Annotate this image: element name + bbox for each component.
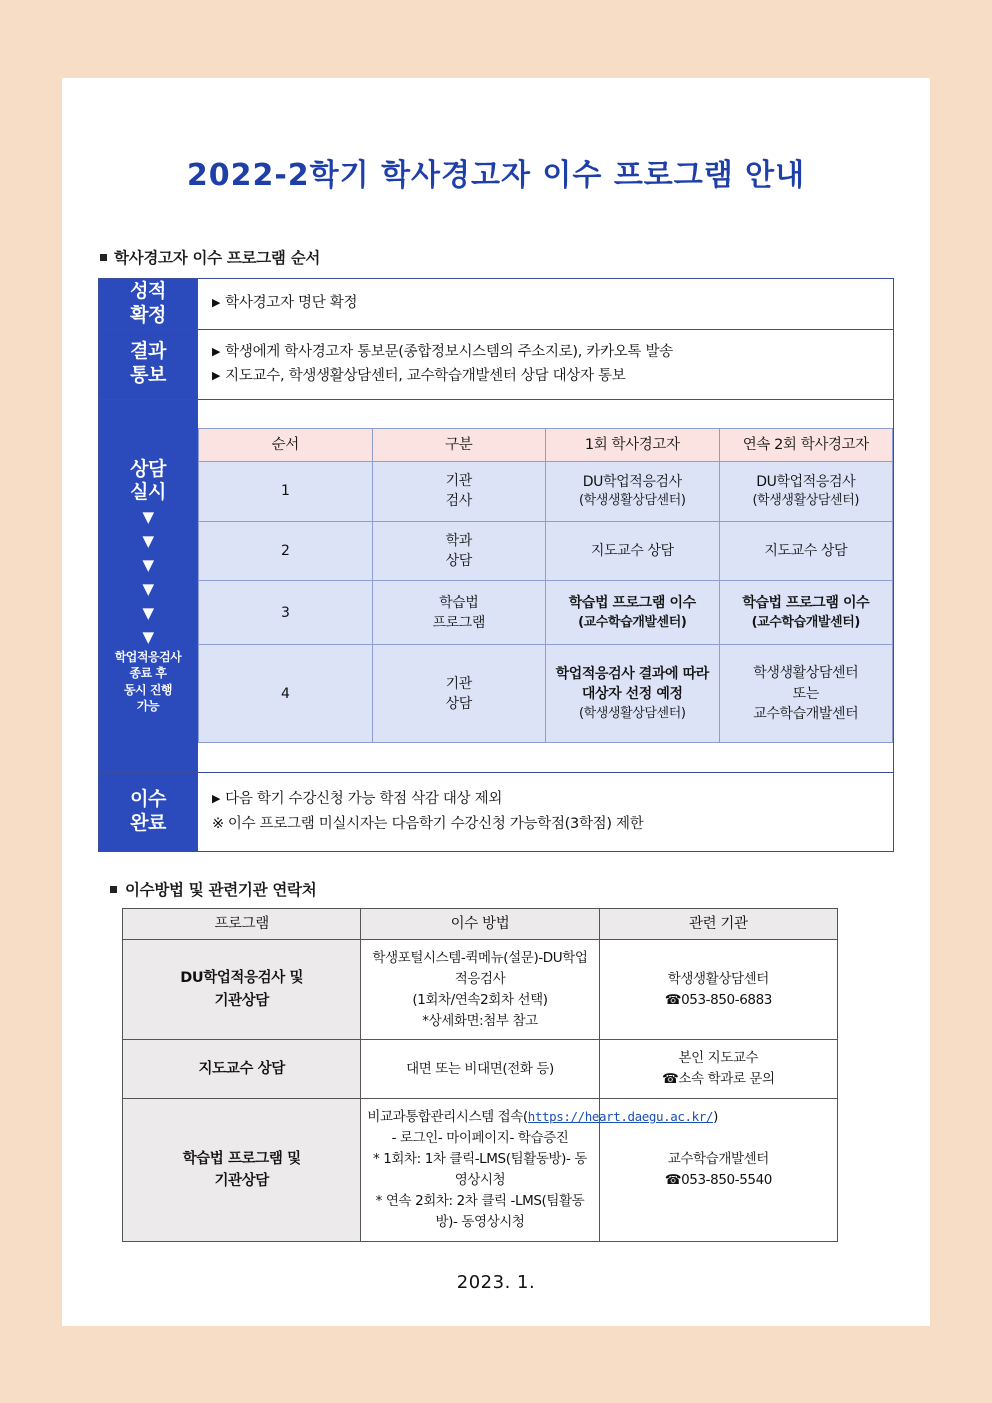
contact-header-org: 관련 기관 — [599, 908, 837, 939]
consult-row4-kind: 기관 상담 — [372, 645, 546, 743]
contact-row2-org-name: 본인 지도교수 — [678, 1050, 759, 1067]
contact-row1-program: DU학업적응검사 및 기관상담 — [123, 939, 361, 1040]
page-title: 2022-2학기 학사경고자 이수 프로그램 안내 — [186, 158, 806, 193]
flow-row-consult — [99, 399, 894, 772]
consult-row3-second — [719, 581, 893, 645]
consult-table-cell — [198, 399, 894, 772]
contact-row2-org-phone: ☎소속 학과로 문의 — [661, 1071, 775, 1088]
contact-row2-program: 지도교수 상담 — [123, 1040, 361, 1099]
consult-row1-first-main: DU학업적응검사 — [582, 473, 682, 490]
consult-row4-first-sub: (학생생활상담센터) — [578, 705, 686, 721]
contact-row3-program: 학습법 프로그램 및 기관상담 — [123, 1099, 361, 1242]
consult-row3-second-main: 학습법 프로그램 이수 — [742, 595, 870, 612]
contact-row3-org-phone: ☎053-850-5540 — [664, 1172, 772, 1189]
contact-row3-org-name: 교수학습개발센터 — [667, 1151, 769, 1168]
contact-header-method: 이수 방법 — [361, 908, 599, 939]
contact-row3-method-line2: - 로그인- 마이페이지- 학습증진 — [391, 1130, 569, 1147]
consult-row3-first-sub: (교수학습개발센터) — [578, 614, 687, 630]
consult-row2-kind: 학과 상담 — [372, 521, 546, 581]
consult-header-row — [199, 429, 893, 462]
grade-confirm-content — [198, 279, 894, 330]
contact-row3-method — [361, 1099, 714, 1242]
stage-complete: 이수 완료 — [99, 772, 198, 851]
consult-row1-kind: 기관 검사 — [372, 462, 546, 522]
document-page — [62, 78, 930, 1326]
consult-row3-index: 3 — [199, 581, 373, 645]
triangle-bullet-icon: ▶ — [212, 296, 221, 310]
result-notice-text-1: 학생에게 학사경고자 통보문(종합정보시스템의 주소지로), 카카오톡 발송 — [225, 343, 673, 360]
consult-row4-second-line3: 교수학습개발센터 — [753, 706, 859, 723]
program-flow-table — [98, 278, 894, 852]
square-bullet-icon — [110, 886, 117, 893]
consult-row3-first — [546, 581, 720, 645]
consult-row3-second-sub: (교수학습개발센터) — [751, 614, 860, 630]
contact-row2-method: 대면 또는 비대면(전화 등) — [361, 1040, 599, 1099]
complete-line-2 — [212, 812, 893, 837]
complete-line-1 — [212, 787, 893, 812]
heart-system-link[interactable]: https://heart.daegu.ac.kr/ — [527, 1109, 714, 1125]
section-heading-program-order — [100, 246, 930, 268]
consult-row4-second — [719, 645, 893, 743]
reference-mark-icon: ※ — [212, 815, 224, 832]
consult-row2-second: 지도교수 상담 — [719, 521, 893, 581]
consult-row4-first — [546, 645, 720, 743]
consult-row1-first — [546, 462, 720, 522]
table-row — [199, 581, 893, 645]
document-date: 2023. 1. — [456, 1271, 536, 1293]
contact-row3-method-line1: 비교과통합관리시스템 접속(https://heart.daegu.ac.kr/ — [367, 1109, 714, 1126]
table-row — [123, 1099, 838, 1242]
section2-heading-text: 이수방법 및 관련기관 연락처 — [125, 880, 317, 899]
result-notice-content — [198, 329, 894, 399]
consult-row1-first-sub: (학생생활상담센터) — [578, 493, 686, 509]
stage-note-text: 학업적응검사 종료 후 동시 진행 가능 — [100, 649, 196, 714]
consult-row4-first-line1: 학업적응검사 결과에 따라 — [555, 666, 709, 683]
consult-header-first: 1회 학사경고자 — [546, 429, 720, 462]
section1-heading-text: 학사경고자 이수 프로그램 순서 — [114, 249, 321, 267]
consult-row3-kind: 학습법 프로그램 — [372, 581, 546, 645]
complete-text-2: 이수 프로그램 미실시자는 다음학기 수강신청 가능학점(3학점) 제한 — [227, 815, 644, 832]
consult-row1-second-sub: (학생생활상담센터) — [752, 493, 860, 509]
contact-row1-method-line1: 학생포털시스템-퀵메뉴(설문)-DU학업적응검사 — [372, 949, 588, 987]
table-row — [199, 521, 893, 581]
contact-row1-method-line3: *상세화면:첨부 참고 — [422, 1012, 538, 1029]
consult-detail-table — [198, 428, 893, 743]
consult-row1-second-main: DU학업적응검사 — [756, 473, 856, 490]
consult-header-order: 순서 — [199, 429, 373, 462]
contact-row1-org — [599, 939, 837, 1040]
contact-row1-org-name: 학생생활상담센터 — [667, 970, 769, 987]
contact-row2-org — [599, 1040, 837, 1099]
result-notice-line-1 — [212, 340, 893, 365]
flow-row-result-notice — [99, 329, 894, 399]
contact-row1-method-line2: (1회차/연속2회차 선택) — [412, 991, 548, 1008]
flow-row-grade-confirm — [99, 279, 894, 330]
down-arrow-icons: ▼ ▼ ▼ ▼ ▼ ▼ — [142, 508, 154, 647]
stage-grade-confirm: 성적 확정 — [99, 279, 198, 330]
contact-header-program: 프로그램 — [123, 908, 361, 939]
consult-row1-index: 1 — [199, 462, 373, 522]
consult-row4-second-line1: 학생생활상담센터 — [753, 665, 859, 682]
consult-row4-second-line2: 또는 — [792, 685, 819, 702]
consult-row2-index: 2 — [199, 521, 373, 581]
complete-text-1: 다음 학기 수강신청 가능 학점 삭감 대상 제외 — [225, 791, 503, 808]
table-row — [123, 939, 838, 1040]
consult-header-kind: 구분 — [372, 429, 546, 462]
section-heading-contacts — [110, 878, 930, 900]
contact-row1-org-phone: ☎053-850-6883 — [664, 991, 772, 1008]
stage-consult-run — [99, 399, 198, 772]
consult-row4-index: 4 — [199, 645, 373, 743]
contact-row3-method-line3: * 1회차: 1차 클릭-LMS(팀활동방)- 동영상시청 — [372, 1151, 588, 1189]
complete-content — [198, 772, 894, 851]
grade-confirm-text: 학사경고자 명단 확정 — [225, 295, 358, 312]
contact-row1-method — [361, 939, 599, 1040]
square-bullet-icon — [100, 254, 107, 261]
flow-row-complete — [99, 772, 894, 851]
table-row — [123, 1040, 838, 1099]
triangle-bullet-icon: ▶ — [212, 369, 221, 383]
table-row — [199, 462, 893, 522]
contact-table — [122, 908, 838, 1242]
triangle-bullet-icon: ▶ — [212, 344, 221, 358]
table-row — [199, 645, 893, 743]
result-notice-line-2 — [212, 364, 893, 389]
consult-row1-second — [719, 462, 893, 522]
stage-result-notice: 결과 통보 — [99, 329, 198, 399]
consult-row4-first-line2: 대상자 선정 예정 — [581, 686, 683, 703]
result-notice-text-2: 지도교수, 학생생활상담센터, 교수학습개발센터 상담 대상자 통보 — [225, 368, 626, 385]
triangle-bullet-icon: ▶ — [212, 792, 221, 806]
contact-header-row — [123, 908, 838, 939]
consult-row2-first: 지도교수 상담 — [546, 521, 720, 581]
consult-header-second: 연속 2회 학사경고자 — [719, 429, 893, 462]
contact-row3-method-line4: * 연속 2회차: 2차 클릭 -LMS(팀활동방)- 동영상시청 — [375, 1193, 585, 1230]
consult-row3-first-main: 학습법 프로그램 이수 — [568, 595, 696, 612]
stage-consult-label: 상담 실시 — [130, 457, 166, 504]
